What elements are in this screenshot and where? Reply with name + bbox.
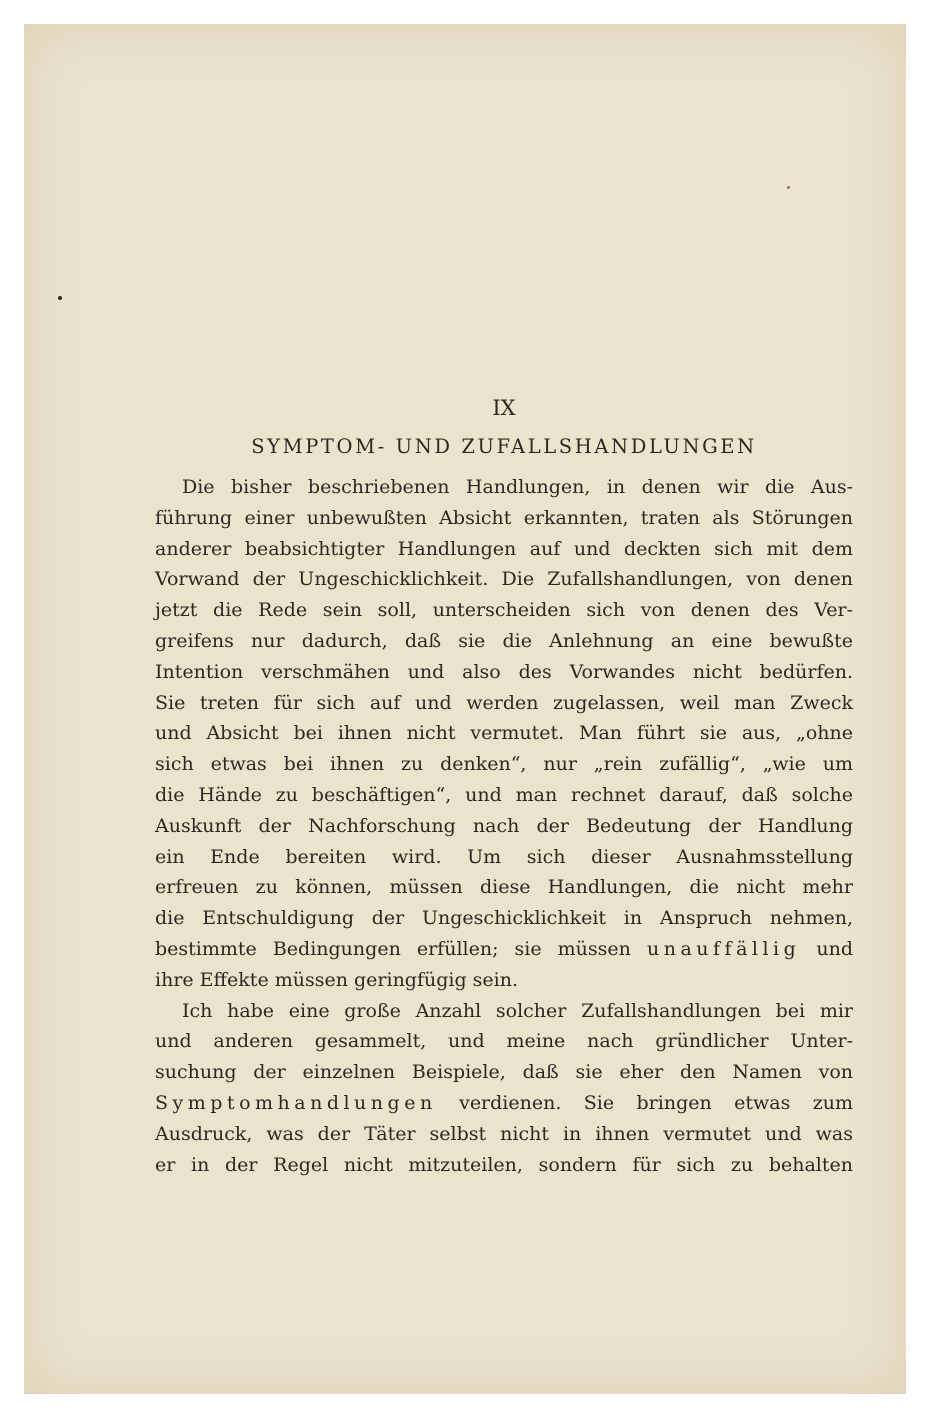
emphasized-word: unauffällig: [646, 937, 801, 960]
paragraph-2: [155, 996, 853, 1181]
book-page: [24, 24, 906, 1394]
emphasized-word: Symptomhandlungen: [155, 1091, 437, 1114]
text-line: [155, 1088, 853, 1119]
line-text: bestimmte Bedingungen erfüllen; sie müssen: [155, 937, 647, 960]
ink-speck: [58, 296, 62, 300]
line-text: und: [800, 937, 853, 960]
text-line: Auskunft der Nachforschung nach der Bedeutung der Handlung: [155, 814, 853, 837]
text-line: Die bisher beschriebenen Handlungen, in denen wir die Aus-: [182, 476, 853, 498]
paragraph-1: [155, 472, 853, 996]
text-line: und Absicht bei ihnen nicht vermutet. Man führt sie aus, „ohne: [155, 722, 853, 745]
text-line: erfreuen zu können, müssen diese Handlungen, die nicht mehr: [155, 876, 853, 899]
text-line: Ausdruck, was der Täter selbst nicht in ihnen vermutet und was: [155, 1122, 853, 1145]
paper-speck: [787, 186, 790, 189]
text-line: Vorwand der Ungeschicklichkeit. Die Zufallshandlungen, von denen: [155, 568, 853, 591]
text-line: führung einer unbewußten Absicht erkannten, traten als Störungen: [155, 506, 853, 529]
text-line: ein Ende bereiten wird. Um sich dieser Ausnahmsstellung: [155, 845, 853, 868]
text-line: Ich habe eine große Anzahl solcher Zufallshandlungen bei mir: [182, 999, 853, 1022]
text-line: suchung der einzelnen Beispiele, daß sie eher den Namen von: [155, 1061, 853, 1084]
text-line: ihre Effekte müssen geringfügig sein.: [155, 968, 519, 991]
chapter-title: SYMPTOM- UND ZUFALLSHANDLUNGEN: [251, 435, 757, 458]
text-line: und anderen gesammelt, und meine nach gründlicher Unter-: [155, 1030, 853, 1053]
chapter-number: IX: [492, 396, 516, 420]
text-line: Intention verschmähen und also des Vorwandes nicht bedürfen.: [155, 660, 853, 683]
text-line: jetzt die Rede sein soll, unterscheiden sich von denen des Ver-: [155, 599, 853, 622]
text-line: Sie treten für sich auf und werden zugelassen, weil man Zweck: [155, 691, 853, 714]
page-text: [155, 390, 853, 1180]
text-line: die Hände zu beschäftigen“, und man rechnet darauf, daß solche: [155, 783, 853, 806]
line-text: verdienen. Sie bringen etwas zum: [436, 1091, 853, 1114]
text-line: er in der Regel nicht mitzuteilen, sondern für sich zu behalten: [155, 1153, 853, 1176]
text-line: sich etwas bei ihnen zu denken“, nur „rein zufällig“, „wie um: [155, 753, 853, 776]
text-line: [155, 934, 853, 965]
text-line: anderer beabsichtigter Handlungen auf und deckten sich mit dem: [155, 537, 853, 560]
text-line: greifens nur dadurch, daß sie die Anlehnung an eine bewußte: [155, 629, 853, 652]
text-line: die Entschuldigung der Ungeschicklichkeit in Anspruch nehmen,: [155, 907, 853, 930]
